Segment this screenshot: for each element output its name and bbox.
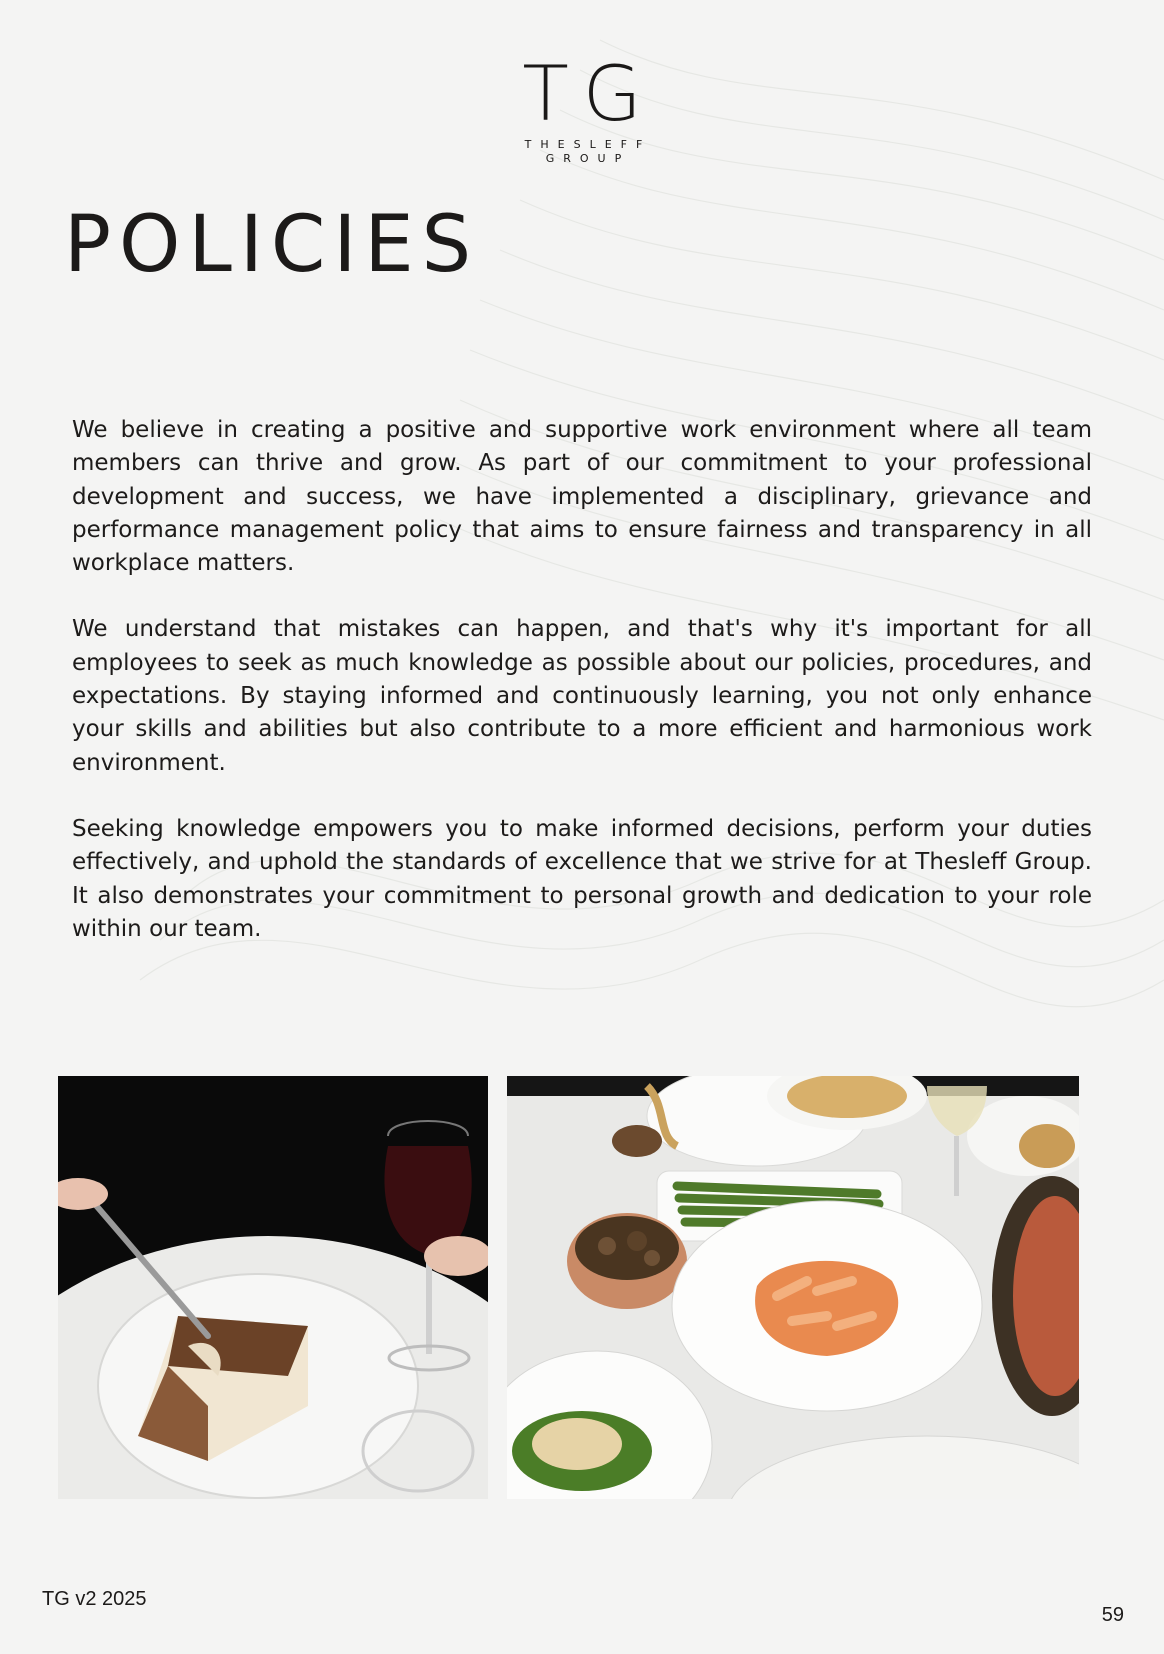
- dessert-photo: [58, 1076, 488, 1499]
- page-title: POLICIES: [64, 200, 480, 290]
- policy-text-block: [72, 414, 1092, 979]
- logo-monogram: TG: [522, 49, 656, 138]
- logo-wordmark-line2: GROUP: [545, 152, 631, 165]
- paragraph-intro: We believe in creating a positive and supportive work environment where all team members can thrive and grow. As part of our commitment to your professional development and success, we have implemented a disciplinary, grievance and performance management policy that aims to ensure fairness and transparency in all workplace matters.: [72, 417, 1092, 577]
- logo-wordmark-line1: THESLEFF: [524, 138, 652, 151]
- dishes-photo: [507, 1076, 1079, 1499]
- page-number: 59: [1101, 1604, 1124, 1626]
- document-version: TG v2 2025: [42, 1588, 147, 1610]
- paragraph-empowerment: Seeking knowledge empowers you to make informed decisions, perform your duties effectively, and uphold the standards of excellence that we strive for at Thesleff Group. It also demonstrates your commitment to personal growth and dedication to your role within our team.: [72, 815, 1092, 942]
- paragraph-knowledge: We understand that mistakes can happen, and that's why it's important for all employees to seek as much knowledge as possible about our policies, procedures, and expectations. By staying informed and continuously learning, you not only enhance your skills and abilities but also contribute to a more efficient and harmonious work environment.: [72, 616, 1092, 776]
- company-logo: [0, 49, 1164, 166]
